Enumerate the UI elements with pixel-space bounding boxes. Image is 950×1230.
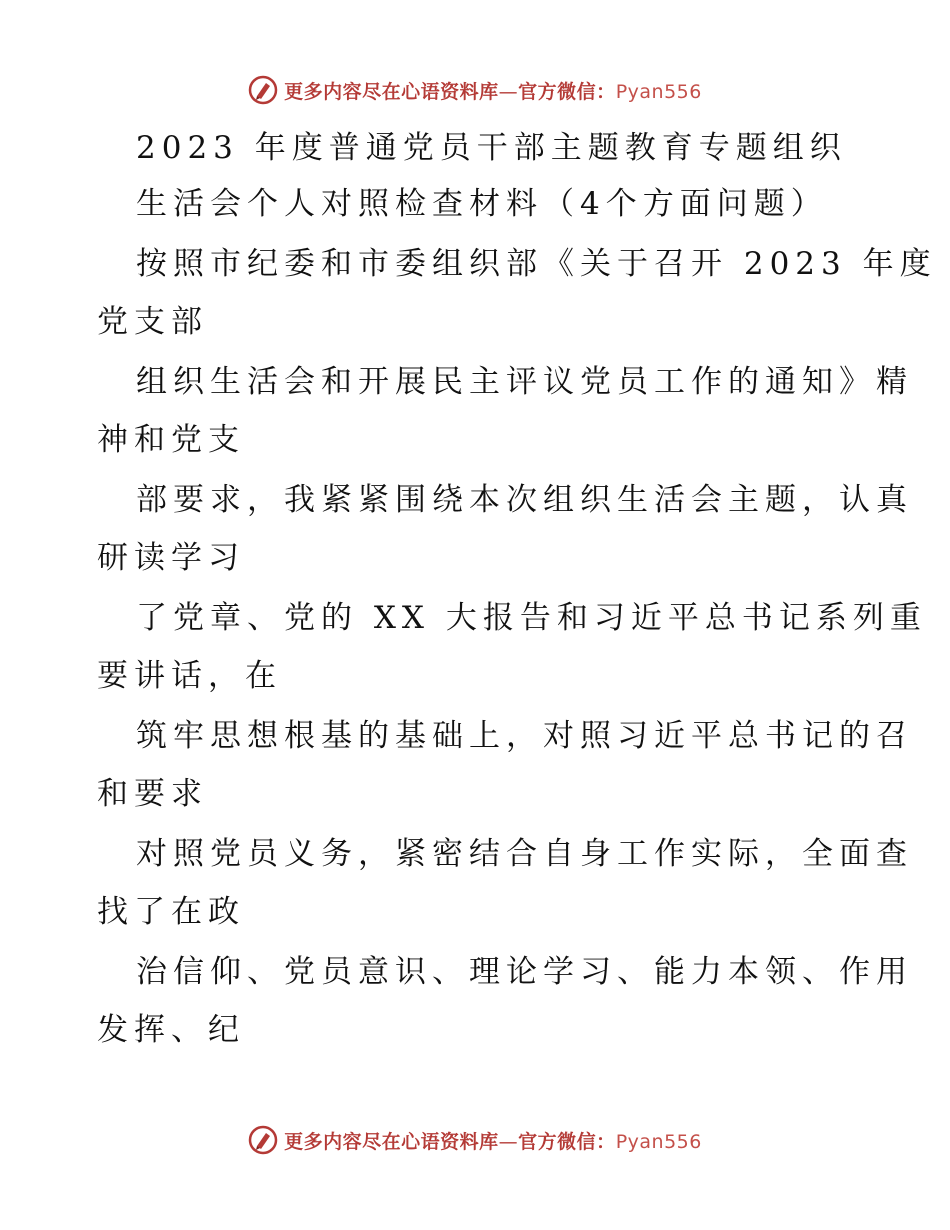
- pen-logo-icon: [248, 1125, 278, 1155]
- watermark-separator: —: [498, 1130, 519, 1153]
- document-title-line-1: 2023 年度普通党员干部主题教育专题组织: [136, 130, 847, 166]
- watermark-site-text: 更多内容尽在心语资料库: [284, 1130, 499, 1153]
- header-watermark: [0, 70, 950, 110]
- watermark-separator: —: [498, 80, 519, 103]
- body-line-10: 和要求: [97, 776, 208, 812]
- body-line-2: 党支部: [97, 304, 208, 340]
- body-line-3: 组织生活会和开展民主评议党员工作的通知》精: [136, 364, 913, 400]
- body-line-13: 治信仰、党员意识、理论学习、能力本领、作用: [136, 954, 913, 990]
- body-line-4: 神和党支: [97, 422, 245, 458]
- body-line-14: 发挥、纪: [97, 1012, 245, 1048]
- body-line-7: 了党章、党的 XX 大报告和习近平总书记系列重: [136, 600, 927, 636]
- body-line-12: 找了在政: [97, 894, 245, 930]
- body-line-9: 筑牢思想根基的基础上，对照习近平总书记的召: [136, 718, 913, 754]
- pen-logo-icon: [248, 75, 278, 105]
- body-line-6: 研读学习: [97, 540, 245, 576]
- watermark-site-text: 更多内容尽在心语资料库: [284, 80, 499, 103]
- body-line-8: 要讲话，在: [97, 658, 282, 694]
- document-title-line-2: 生活会个人对照检查材料（4个方面问题）: [136, 186, 828, 222]
- footer-watermark: [0, 1120, 950, 1160]
- watermark-contact-label: 官方微信：: [518, 80, 616, 103]
- body-line-5: 部要求，我紧紧围绕本次组织生活会主题，认真: [136, 482, 913, 518]
- watermark-contact-label: 官方微信：: [518, 1130, 616, 1153]
- watermark-contact-handle: Pyan556: [615, 80, 702, 103]
- body-line-11: 对照党员义务，紧密结合自身工作实际，全面查: [136, 836, 913, 872]
- watermark-contact-handle: Pyan556: [615, 1130, 702, 1153]
- body-line-1: 按照市纪委和市委组织部《关于召开 2023 年度: [136, 246, 937, 282]
